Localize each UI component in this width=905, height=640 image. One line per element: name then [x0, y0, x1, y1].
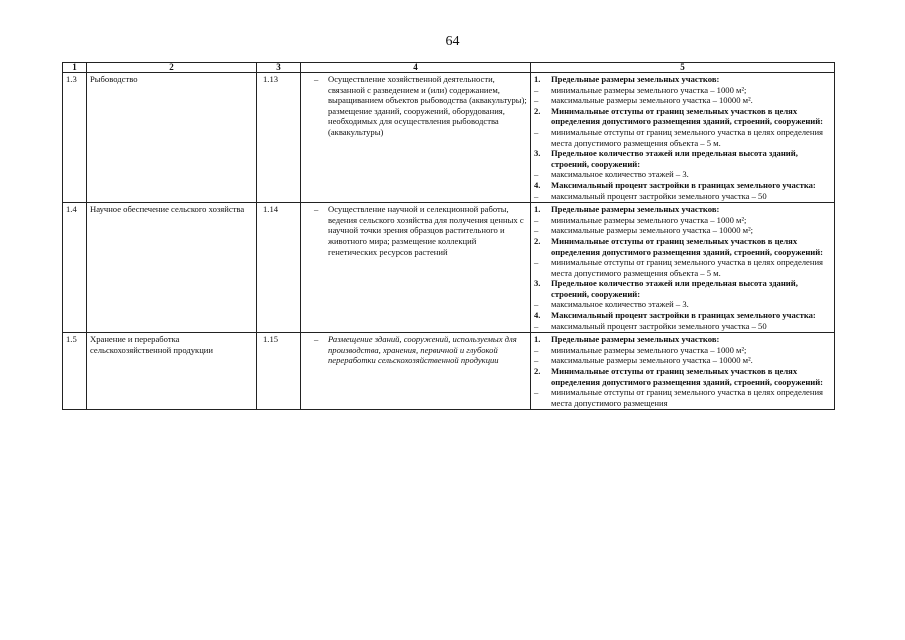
use-description: Осуществление хозяйственной деятельности, связанной с разведением и (или) содержанием, выращиванием объектов рыбоводства (аквакультуры); размещение зданий, сооружений, оборудования, необходимых для осуществления рыбоводства (аквакультуры): [328, 74, 527, 137]
param-heading: 1. Предельные размеры земельных участков:: [534, 204, 720, 215]
table-row: [63, 73, 835, 203]
param-item: – минимальные размеры земельного участка – 1000 м²;: [534, 214, 747, 225]
use-description-cell: – Осуществление научной и селекционной работы, ведения сельского хозяйства для получения ценных с научной точки зрения образцов растительного и животного мира; размещение коллекций генетических ресурсов растений: [301, 203, 531, 333]
header-col-2: 2: [87, 63, 257, 73]
param-item: – минимальные размеры земельного участка – 1000 м²;: [534, 84, 747, 95]
row-number: 1.4: [63, 203, 87, 333]
header-col-1: 1: [63, 63, 87, 73]
param-heading: 3. Предельное количество этажей или предельная высота зданий, строений, сооружений:: [534, 278, 798, 299]
parameters-cell: [531, 203, 835, 333]
use-name: Хранение и переработка сельскохозяйственной продукции: [87, 333, 257, 410]
param-item: – максимальные размеры земельного участка – 10000 м².: [534, 95, 753, 106]
param-item: – максимальное количество этажей – 3.: [534, 299, 689, 310]
param-item: – максимальные размеры земельного участка – 10000 м².: [534, 355, 753, 366]
param-heading: 4. Максимальный процент застройки в границах земельного участка:: [534, 179, 816, 190]
use-description-cell: – Осуществление хозяйственной деятельности, связанной с разведением и (или) содержанием, выращиванием объектов рыбоводства (аквакультуры); размещение зданий, сооружений, оборудования, необходимых для осуществления рыбоводства (аквакультуры): [301, 73, 531, 203]
param-heading: 3. Предельное количество этажей или предельная высота зданий, строений, сооружений:: [534, 148, 798, 169]
param-item: – минимальные отступы от границ земельного участка в целях определения места допустимого размещения объекта – 5 м.: [534, 126, 824, 148]
use-code: 1.14: [257, 203, 301, 333]
param-item: – максимальный процент застройки земельного участка – 50: [534, 190, 767, 201]
table-row: [63, 333, 835, 410]
param-item: – максимальные размеры земельного участка – 10000 м²;: [534, 225, 754, 236]
header-col-5: 5: [531, 63, 835, 73]
header-col-4: 4: [301, 63, 531, 73]
page-number: 64: [445, 34, 460, 49]
param-item: – минимальные размеры земельного участка – 1000 м²;: [534, 344, 747, 355]
param-heading: 2. Минимальные отступы от границ земельных участков в целях определения допустимого размещения зданий, строений, сооружений:: [534, 105, 824, 127]
use-code: 1.15: [257, 333, 301, 410]
param-item: – максимальное количество этажей – 3.: [534, 169, 689, 180]
param-heading: 2. Минимальные отступы от границ земельных участков в целях определения допустимого размещения зданий, строений, сооружений:: [534, 235, 824, 257]
zoning-table: [62, 62, 835, 410]
param-item: – минимальные отступы от границ земельного участка в целях определения места допустимого размещения объекта – 5 м.: [534, 257, 824, 278]
use-description: Размещение зданий, сооружений, используемых для производства, хранения, первичной и глубокой переработки сельскохозяйственной продукции: [328, 334, 517, 366]
param-item: – максимальный процент застройки земельного участка – 50: [534, 320, 767, 331]
param-heading: 1. Предельные размеры земельных участков:: [534, 334, 720, 345]
param-heading: 1. Предельные размеры земельных участков:: [534, 74, 720, 84]
parameters-cell: [531, 73, 835, 203]
table-row: [63, 203, 835, 333]
row-number: 1.3: [63, 73, 87, 203]
row-number: 1.5: [63, 333, 87, 410]
param-heading: 4. Максимальный процент застройки в границах земельного участка:: [534, 310, 816, 321]
param-heading: 2. Минимальные отступы от границ земельных участков в целях определения допустимого размещения зданий, строений, сооружений:: [534, 366, 824, 387]
parameters-cell: [531, 333, 835, 410]
header-row: [63, 63, 835, 73]
use-name: Рыбоводство: [87, 73, 257, 203]
use-description: Осуществление научной и селекционной работы, ведения сельского хозяйства для получения ценных с научной точки зрения образцов растительного и животного мира; размещение коллекций генетических ресурсов растений: [328, 204, 524, 257]
param-item: – минимальные отступы от границ земельного участка в целях определения места допустимого размещения: [534, 387, 824, 408]
header-col-3: 3: [257, 63, 301, 73]
use-name: Научное обеспечение сельского хозяйства: [87, 203, 257, 333]
use-code: 1.13: [257, 73, 301, 203]
use-description-cell: – Размещение зданий, сооружений, используемых для производства, хранения, первичной и глубокой переработки сельскохозяйственной продукции: [301, 333, 531, 410]
